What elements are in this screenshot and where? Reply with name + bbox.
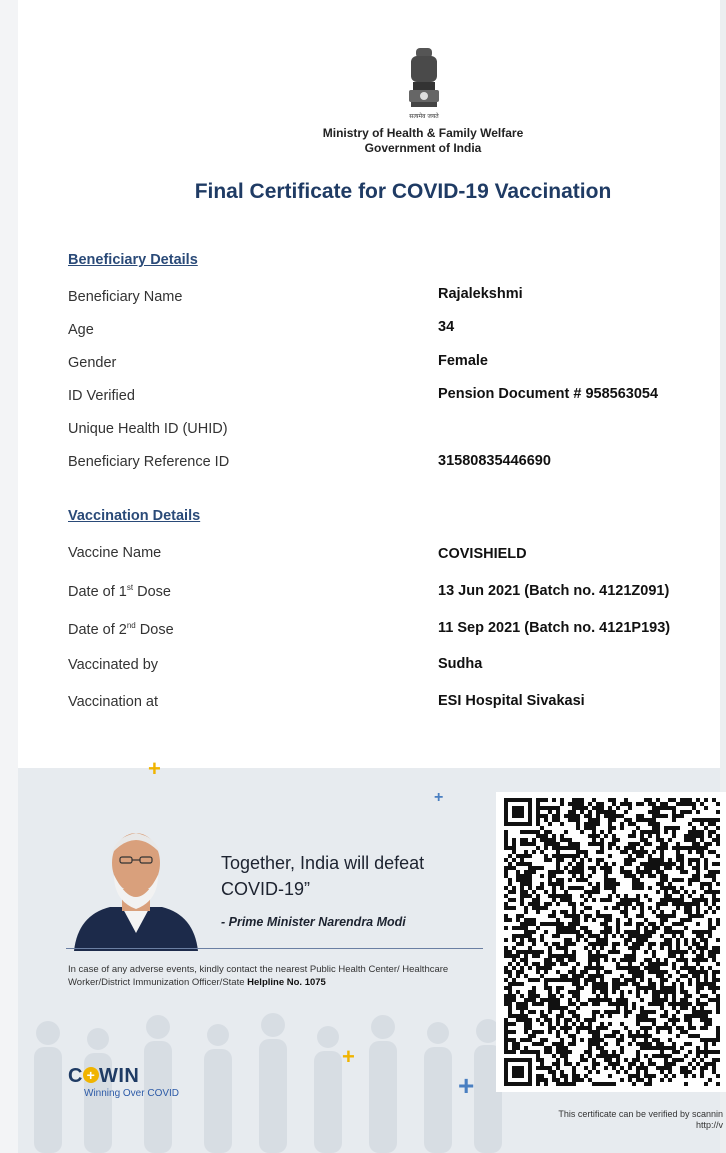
plus-icon: + [434,789,444,806]
vaccinated-at-value: ESI Hospital Sivakasi [438,693,585,709]
pm-quote: Together, India will defeat COVID-19” [221,853,425,899]
dose1-label-post: Dose [133,583,171,600]
dose1-label-pre: Date of 1 [68,583,127,600]
vaccination-heading: Vaccination Details [68,508,201,524]
cowin-logo-win: WIN [98,1065,140,1087]
dose2-label [68,621,174,638]
uhid-label: Unique Health ID (UHID) [68,421,228,437]
vaccinated-by-value: Sudha [438,656,483,672]
cowin-logo-c: C [68,1065,83,1087]
dose2-value: 11 Sep 2021 (Batch no. 4121P193) [438,620,671,636]
cowin-tagline: Winning Over COVID [84,1088,180,1099]
emblem-motto: सत्यमेव जयते [409,113,439,120]
beneficiary-name-value: Rajalekshmi [438,286,523,302]
dose2-label-post: Dose [135,621,174,638]
age-label: Age [68,322,94,338]
dose1-label-sup: st [126,583,134,592]
pm-quote-attribution: - Prime Minister Narendra Modi [221,915,406,929]
beneficiary-heading: Beneficiary Details [68,252,198,268]
age-value: 34 [438,319,455,335]
vaccine-name-label: Vaccine Name [68,545,162,561]
plus-icon: + [148,756,161,781]
divider [66,948,483,949]
qr-code[interactable] [504,798,720,1086]
id-verified-value: Pension Document # 958563054 [438,386,659,402]
qr-code-container [496,792,726,1092]
dose1-value: 13 Jun 2021 (Batch no. 4121Z091) [438,583,670,599]
national-emblem-icon [403,44,445,122]
footer-panel [18,756,723,1153]
dose2-label-pre: Date of 2 [68,621,127,638]
page-left-margin [0,0,18,1153]
plus-icon: + [342,1044,355,1069]
certificate-sheet [18,0,723,1153]
ministry-name [308,126,538,156]
plus-icon: + [458,1070,475,1101]
certificate-title: Final Certificate for COVID-19 Vaccination [194,180,612,203]
id-verified-label: ID Verified [68,388,135,404]
vaccinated-at-label: Vaccination at [68,694,159,710]
verification-line-1: This certificate can be verified by scannin [558,1109,723,1119]
reference-id-value: 31580835446690 [438,453,551,469]
prime-minister-photo [66,823,206,951]
ministry-line: Ministry of Health & Family Welfare [322,126,524,140]
verification-line-2: http://v [695,1120,723,1130]
reference-id-label: Beneficiary Reference ID [68,454,230,470]
gender-value: Female [438,353,488,369]
adverse-event-contact [68,963,488,989]
contact-text: In case of any adverse events, kindly contact the nearest Public Health Center/ Healthcare Worker/District Immunization Officer/State [68,964,449,988]
dose1-label [68,583,171,600]
gender-label: Gender [68,355,117,371]
cowin-plus-icon: + [83,1067,99,1083]
vaccine-name-value: COVISHIELD [438,546,527,562]
beneficiary-name-label: Beneficiary Name [68,289,183,305]
cowin-logo [68,1065,139,1088]
verification-note [523,1109,723,1131]
vaccinated-by-label: Vaccinated by [68,657,159,673]
dose2-label-sup: nd [126,621,136,630]
government-line: Government of India [364,141,482,155]
helpline-number: Helpline No. 1075 [247,977,326,988]
